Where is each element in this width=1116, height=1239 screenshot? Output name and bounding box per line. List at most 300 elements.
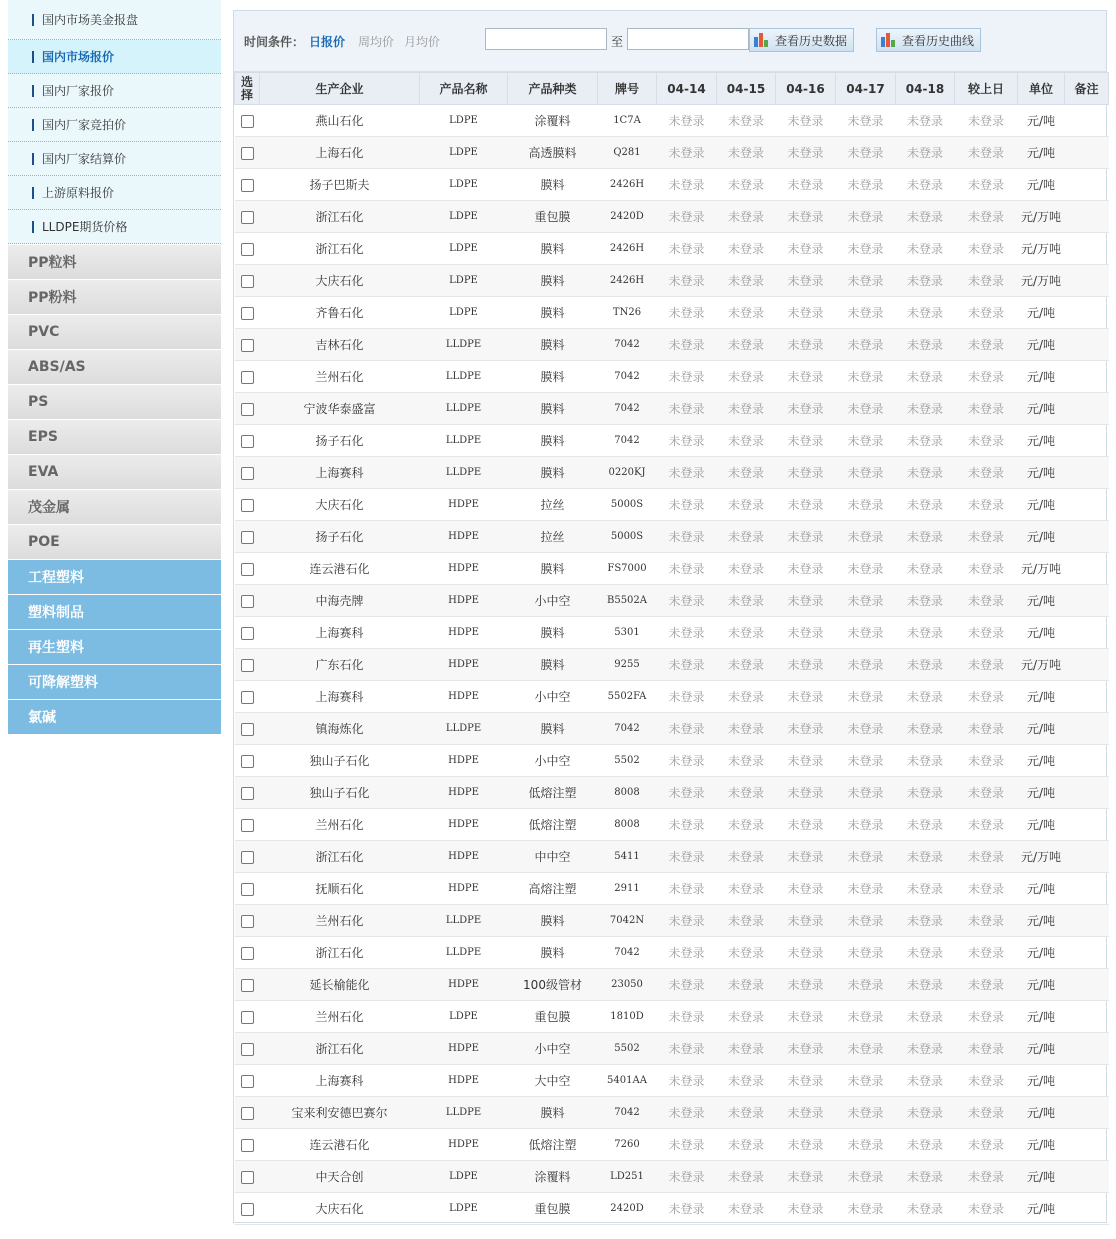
price-04-18-cell: 未登录 (896, 873, 955, 905)
product-type-cell: 高透膜料 (508, 137, 598, 169)
start-date-input[interactable] (485, 28, 607, 50)
remark-cell (1065, 745, 1109, 777)
product-type-cell: 高熔注塑 (508, 873, 598, 905)
price-04-18-cell: 未登录 (896, 425, 955, 457)
price-04-16-cell: 未登录 (776, 969, 836, 1001)
row-checkbox[interactable] (241, 883, 254, 896)
unit-cell: 元/吨 (1018, 169, 1065, 201)
producer-cell: 兰州石化 (260, 809, 420, 841)
sidebar-category[interactable]: PP粒料 (8, 245, 221, 279)
product-name-cell: HDPE (420, 841, 508, 873)
product-type-cell: 低熔注塑 (508, 809, 598, 841)
change-cell: 未登录 (955, 265, 1018, 297)
sidebar-sub-item-label: 国内厂家报价 (42, 84, 115, 98)
remark-cell (1065, 105, 1109, 137)
sidebar-category[interactable]: EPS (8, 420, 221, 454)
row-checkbox[interactable] (241, 499, 254, 512)
price-04-15-cell: 未登录 (717, 649, 776, 681)
product-name-cell: HDPE (420, 873, 508, 905)
producer-cell: 上海赛科 (260, 617, 420, 649)
price-04-14-cell: 未登录 (657, 937, 717, 969)
price-04-14-cell: 未登录 (657, 1097, 717, 1129)
change-cell: 未登录 (955, 1097, 1018, 1129)
table-row (235, 905, 1109, 937)
row-checkbox[interactable] (241, 115, 254, 128)
remark-cell (1065, 137, 1109, 169)
select-cell (235, 841, 260, 873)
header-date-2: 04-15 (717, 73, 776, 105)
producer-cell: 浙江石化 (260, 937, 420, 969)
header-select-char: 择 (240, 87, 253, 102)
price-04-16-cell: 未登录 (776, 521, 836, 553)
price-04-15-cell: 未登录 (717, 393, 776, 425)
price-04-14-cell: 未登录 (657, 1001, 717, 1033)
product-type-cell: 涂覆料 (508, 105, 598, 137)
price-04-17-cell: 未登录 (836, 105, 896, 137)
price-04-15-cell: 未登录 (717, 265, 776, 297)
price-04-18-cell: 未登录 (896, 169, 955, 201)
sidebar-sub-item-label: 国内厂家结算价 (42, 152, 127, 166)
producer-cell: 浙江石化 (260, 201, 420, 233)
producer-cell: 中海壳牌 (260, 585, 420, 617)
remark-cell (1065, 1161, 1109, 1193)
row-checkbox[interactable] (241, 211, 254, 224)
end-date-input[interactable] (627, 28, 749, 50)
price-04-18-cell: 未登录 (896, 393, 955, 425)
price-04-18-cell: 未登录 (896, 1193, 955, 1225)
row-checkbox[interactable] (241, 947, 254, 960)
product-name-cell: LDPE (420, 201, 508, 233)
sidebar-category[interactable]: PS (8, 385, 221, 419)
grade-cell: 5502 (598, 1033, 657, 1065)
producer-cell: 上海赛科 (260, 1065, 420, 1097)
time-filter-bar (234, 11, 1106, 72)
row-checkbox[interactable] (241, 563, 254, 576)
row-checkbox[interactable] (241, 979, 254, 992)
change-cell: 未登录 (955, 361, 1018, 393)
sidebar-sub-item[interactable] (8, 176, 221, 210)
price-04-14-cell: 未登录 (657, 841, 717, 873)
price-04-16-cell: 未登录 (776, 553, 836, 585)
sidebar-category-highlighted[interactable]: 工程塑料 (8, 560, 221, 594)
select-cell (235, 169, 260, 201)
table-row (235, 1129, 1109, 1161)
price-04-15-cell: 未登录 (717, 873, 776, 905)
row-checkbox[interactable] (241, 1043, 254, 1056)
sidebar-sub-item[interactable] (8, 0, 221, 40)
price-04-14-cell: 未登录 (657, 425, 717, 457)
select-cell (235, 617, 260, 649)
price-04-14-cell: 未登录 (657, 649, 717, 681)
product-name-cell: LLDPE (420, 1097, 508, 1129)
grade-cell: 8008 (598, 809, 657, 841)
price-04-16-cell: 未登录 (776, 489, 836, 521)
sidebar-category[interactable]: 茂金属 (8, 490, 221, 524)
grade-cell: 1C7A (598, 105, 657, 137)
producer-cell: 独山子石化 (260, 777, 420, 809)
table-row (235, 1033, 1109, 1065)
producer-cell: 扬子石化 (260, 521, 420, 553)
grade-cell: 2426H (598, 169, 657, 201)
row-checkbox[interactable] (241, 371, 254, 384)
price-04-17-cell: 未登录 (836, 489, 896, 521)
price-04-18-cell: 未登录 (896, 1097, 955, 1129)
price-04-17-cell: 未登录 (836, 297, 896, 329)
grade-cell: 7042 (598, 329, 657, 361)
select-cell (235, 425, 260, 457)
producer-cell: 大庆石化 (260, 1193, 420, 1225)
price-04-14-cell: 未登录 (657, 1065, 717, 1097)
sidebar-sub-item[interactable] (8, 74, 221, 108)
price-04-18-cell: 未登录 (896, 1161, 955, 1193)
price-04-18-cell: 未登录 (896, 905, 955, 937)
row-checkbox[interactable] (241, 787, 254, 800)
product-name-cell: HDPE (420, 649, 508, 681)
header-date-1: 04-14 (657, 73, 717, 105)
grade-cell: 5502 (598, 745, 657, 777)
price-04-18-cell: 未登录 (896, 681, 955, 713)
remark-cell (1065, 905, 1109, 937)
grade-cell: 2911 (598, 873, 657, 905)
remark-cell (1065, 361, 1109, 393)
unit-cell: 元/吨 (1018, 1097, 1065, 1129)
sidebar (8, 0, 221, 734)
change-cell: 未登录 (955, 905, 1018, 937)
row-checkbox[interactable] (241, 659, 254, 672)
sidebar-category-highlighted[interactable]: 再生塑料 (8, 630, 221, 664)
daily-price-option[interactable]: 日报价 (309, 34, 346, 49)
price-04-18-cell: 未登录 (896, 553, 955, 585)
table-row (235, 585, 1109, 617)
price-04-14-cell: 未登录 (657, 1161, 717, 1193)
product-type-cell: 膜料 (508, 297, 598, 329)
select-cell (235, 1193, 260, 1225)
row-checkbox[interactable] (241, 403, 254, 416)
sidebar-category[interactable]: PVC (8, 315, 221, 349)
price-04-15-cell: 未登录 (717, 745, 776, 777)
header-select (235, 73, 260, 105)
remark-cell (1065, 169, 1109, 201)
product-name-cell: LDPE (420, 233, 508, 265)
producer-cell: 中天合创 (260, 1161, 420, 1193)
remark-cell (1065, 713, 1109, 745)
table-row (235, 1161, 1109, 1193)
producer-cell: 连云港石化 (260, 1129, 420, 1161)
price-04-17-cell: 未登录 (836, 937, 896, 969)
price-04-18-cell: 未登录 (896, 617, 955, 649)
sidebar-sub-item[interactable] (8, 40, 221, 74)
table-row (235, 1097, 1109, 1129)
price-04-15-cell: 未登录 (717, 1129, 776, 1161)
producer-cell: 抚顺石化 (260, 873, 420, 905)
row-checkbox[interactable] (241, 147, 254, 160)
select-cell (235, 329, 260, 361)
price-04-14-cell: 未登录 (657, 617, 717, 649)
price-04-18-cell: 未登录 (896, 233, 955, 265)
row-checkbox[interactable] (241, 819, 254, 832)
product-name-cell: HDPE (420, 745, 508, 777)
price-04-16-cell: 未登录 (776, 1001, 836, 1033)
product-name-cell: HDPE (420, 681, 508, 713)
price-04-16-cell: 未登录 (776, 457, 836, 489)
table-row (235, 553, 1109, 585)
row-checkbox[interactable] (241, 1075, 254, 1088)
sidebar-category[interactable]: POE (8, 525, 221, 559)
select-cell (235, 1033, 260, 1065)
table-row (235, 873, 1109, 905)
remark-cell (1065, 393, 1109, 425)
change-cell: 未登录 (955, 233, 1018, 265)
sidebar-category[interactable]: PP粉料 (8, 280, 221, 314)
price-04-14-cell: 未登录 (657, 809, 717, 841)
remark-cell (1065, 681, 1109, 713)
product-type-cell: 中中空 (508, 841, 598, 873)
product-name-cell: LDPE (420, 1193, 508, 1225)
grade-cell: 1810D (598, 1001, 657, 1033)
select-cell (235, 713, 260, 745)
unit-cell: 元/吨 (1018, 1001, 1065, 1033)
table-header-row (235, 73, 1109, 105)
price-04-16-cell: 未登录 (776, 329, 836, 361)
price-04-18-cell: 未登录 (896, 457, 955, 489)
price-04-18-cell: 未登录 (896, 489, 955, 521)
product-type-cell: 大中空 (508, 1065, 598, 1097)
product-name-cell: LLDPE (420, 425, 508, 457)
table-row (235, 777, 1109, 809)
product-type-cell: 涂覆料 (508, 1161, 598, 1193)
remark-cell (1065, 201, 1109, 233)
product-name-cell: LLDPE (420, 393, 508, 425)
price-04-18-cell: 未登录 (896, 585, 955, 617)
producer-cell: 宁波华泰盛富 (260, 393, 420, 425)
monthly-average-option[interactable]: 月均价 (404, 34, 441, 49)
grade-cell: LD251 (598, 1161, 657, 1193)
select-cell (235, 393, 260, 425)
sidebar-category[interactable]: EVA (8, 455, 221, 489)
remark-cell (1065, 1001, 1109, 1033)
product-name-cell: HDPE (420, 1033, 508, 1065)
price-04-16-cell: 未登录 (776, 233, 836, 265)
row-checkbox[interactable] (241, 531, 254, 544)
change-cell: 未登录 (955, 617, 1018, 649)
price-04-15-cell: 未登录 (717, 201, 776, 233)
select-cell (235, 1097, 260, 1129)
sidebar-sub-item-label: LLDPE期货价格 (42, 220, 128, 234)
change-cell: 未登录 (955, 649, 1018, 681)
row-checkbox[interactable] (241, 179, 254, 192)
table-row (235, 489, 1109, 521)
price-04-16-cell: 未登录 (776, 713, 836, 745)
unit-cell: 元/吨 (1018, 105, 1065, 137)
sidebar-sub-item[interactable] (8, 142, 221, 176)
price-04-15-cell: 未登录 (717, 713, 776, 745)
price-04-18-cell: 未登录 (896, 265, 955, 297)
header-grade: 牌号 (598, 73, 657, 105)
unit-cell: 元/吨 (1018, 361, 1065, 393)
select-cell (235, 905, 260, 937)
remark-cell (1065, 553, 1109, 585)
table-row (235, 745, 1109, 777)
product-name-cell: LDPE (420, 297, 508, 329)
price-04-15-cell: 未登录 (717, 169, 776, 201)
producer-cell: 齐鲁石化 (260, 297, 420, 329)
select-cell (235, 361, 260, 393)
price-04-15-cell: 未登录 (717, 1065, 776, 1097)
row-checkbox[interactable] (241, 851, 254, 864)
remark-cell (1065, 873, 1109, 905)
select-cell (235, 521, 260, 553)
price-04-17-cell: 未登录 (836, 873, 896, 905)
remark-cell (1065, 425, 1109, 457)
change-cell: 未登录 (955, 1129, 1018, 1161)
change-cell: 未登录 (955, 201, 1018, 233)
header-date-3: 04-16 (776, 73, 836, 105)
unit-cell: 元/吨 (1018, 1129, 1065, 1161)
change-cell: 未登录 (955, 745, 1018, 777)
price-04-17-cell: 未登录 (836, 713, 896, 745)
product-type-cell: 膜料 (508, 553, 598, 585)
sidebar-sub-item-label: 上游原料报价 (42, 186, 115, 200)
change-cell: 未登录 (955, 1065, 1018, 1097)
row-checkbox[interactable] (241, 1171, 254, 1184)
row-checkbox[interactable] (241, 275, 254, 288)
product-name-cell: HDPE (420, 553, 508, 585)
price-04-18-cell: 未登录 (896, 969, 955, 1001)
producer-cell: 镇海炼化 (260, 713, 420, 745)
price-04-17-cell: 未登录 (836, 809, 896, 841)
row-checkbox[interactable] (241, 1107, 254, 1120)
price-04-18-cell: 未登录 (896, 649, 955, 681)
unit-cell: 元/吨 (1018, 457, 1065, 489)
grade-cell: 7042 (598, 937, 657, 969)
product-name-cell: LDPE (420, 265, 508, 297)
product-type-cell: 膜料 (508, 649, 598, 681)
price-04-18-cell: 未登录 (896, 137, 955, 169)
product-type-cell: 膜料 (508, 713, 598, 745)
row-checkbox[interactable] (241, 595, 254, 608)
price-04-18-cell: 未登录 (896, 1129, 955, 1161)
price-04-15-cell: 未登录 (717, 105, 776, 137)
producer-cell: 浙江石化 (260, 841, 420, 873)
price-04-15-cell: 未登录 (717, 1193, 776, 1225)
price-04-14-cell: 未登录 (657, 201, 717, 233)
change-cell: 未登录 (955, 713, 1018, 745)
row-checkbox[interactable] (241, 1203, 254, 1216)
price-04-16-cell: 未登录 (776, 169, 836, 201)
price-04-15-cell: 未登录 (717, 585, 776, 617)
price-04-16-cell: 未登录 (776, 425, 836, 457)
row-checkbox[interactable] (241, 339, 254, 352)
table-row (235, 233, 1109, 265)
product-type-cell: 膜料 (508, 905, 598, 937)
sidebar-sub-item[interactable] (8, 108, 221, 142)
select-cell (235, 681, 260, 713)
price-04-17-cell: 未登录 (836, 617, 896, 649)
price-04-14-cell: 未登录 (657, 105, 717, 137)
producer-cell: 广东石化 (260, 649, 420, 681)
row-checkbox[interactable] (241, 307, 254, 320)
change-cell: 未登录 (955, 681, 1018, 713)
main-panel (233, 10, 1107, 1223)
price-04-14-cell: 未登录 (657, 873, 717, 905)
select-cell (235, 489, 260, 521)
unit-cell: 元/万吨 (1018, 233, 1065, 265)
product-name-cell: HDPE (420, 585, 508, 617)
view-history-curve-button[interactable] (876, 28, 981, 52)
view-history-data-button[interactable] (749, 28, 854, 52)
price-04-16-cell: 未登录 (776, 777, 836, 809)
row-checkbox[interactable] (241, 691, 254, 704)
weekly-average-option[interactable]: 周均价 (358, 34, 395, 49)
price-04-15-cell: 未登录 (717, 617, 776, 649)
unit-cell: 元/吨 (1018, 1033, 1065, 1065)
price-04-17-cell: 未登录 (836, 681, 896, 713)
grade-cell: 2420D (598, 1193, 657, 1225)
row-checkbox[interactable] (241, 755, 254, 768)
price-04-16-cell: 未登录 (776, 265, 836, 297)
row-checkbox[interactable] (241, 1139, 254, 1152)
price-04-18-cell: 未登录 (896, 777, 955, 809)
price-04-17-cell: 未登录 (836, 1129, 896, 1161)
grade-cell: Q281 (598, 137, 657, 169)
price-04-17-cell: 未登录 (836, 553, 896, 585)
row-checkbox[interactable] (241, 467, 254, 480)
header-product-type: 产品种类 (508, 73, 598, 105)
sidebar-category-highlighted[interactable]: 可降解塑料 (8, 665, 221, 699)
grade-cell: 5401AA (598, 1065, 657, 1097)
change-cell: 未登录 (955, 585, 1018, 617)
bar-chart-icon (881, 33, 897, 47)
row-checkbox[interactable] (241, 915, 254, 928)
row-checkbox[interactable] (241, 627, 254, 640)
grade-cell: 5000S (598, 521, 657, 553)
price-04-14-cell: 未登录 (657, 457, 717, 489)
price-04-16-cell: 未登录 (776, 393, 836, 425)
unit-cell: 元/吨 (1018, 393, 1065, 425)
select-cell (235, 777, 260, 809)
price-04-14-cell: 未登录 (657, 681, 717, 713)
product-type-cell: 拉丝 (508, 489, 598, 521)
row-checkbox[interactable] (241, 1011, 254, 1024)
unit-cell: 元/吨 (1018, 809, 1065, 841)
producer-cell: 兰州石化 (260, 361, 420, 393)
grade-cell: 0220KJ (598, 457, 657, 489)
select-cell (235, 265, 260, 297)
sidebar-category[interactable]: ABS/AS (8, 350, 221, 384)
price-04-14-cell: 未登录 (657, 1129, 717, 1161)
header-date-5: 04-18 (896, 73, 955, 105)
change-cell: 未登录 (955, 873, 1018, 905)
unit-cell: 元/吨 (1018, 1161, 1065, 1193)
price-04-15-cell: 未登录 (717, 809, 776, 841)
view-history-curve-label: 查看历史曲线 (902, 33, 975, 48)
row-checkbox[interactable] (241, 723, 254, 736)
price-04-17-cell: 未登录 (836, 393, 896, 425)
price-04-17-cell: 未登录 (836, 969, 896, 1001)
sidebar-category-highlighted[interactable]: 氯碱 (8, 700, 221, 734)
header-producer: 生产企业 (260, 73, 420, 105)
price-04-15-cell: 未登录 (717, 521, 776, 553)
sidebar-sub-item[interactable] (8, 210, 221, 244)
table-row (235, 105, 1109, 137)
row-checkbox[interactable] (241, 435, 254, 448)
price-04-18-cell: 未登录 (896, 1065, 955, 1097)
row-checkbox[interactable] (241, 243, 254, 256)
producer-cell: 上海石化 (260, 137, 420, 169)
product-type-cell: 拉丝 (508, 521, 598, 553)
sidebar-category-highlighted[interactable]: 塑料制品 (8, 595, 221, 629)
unit-cell: 元/吨 (1018, 969, 1065, 1001)
